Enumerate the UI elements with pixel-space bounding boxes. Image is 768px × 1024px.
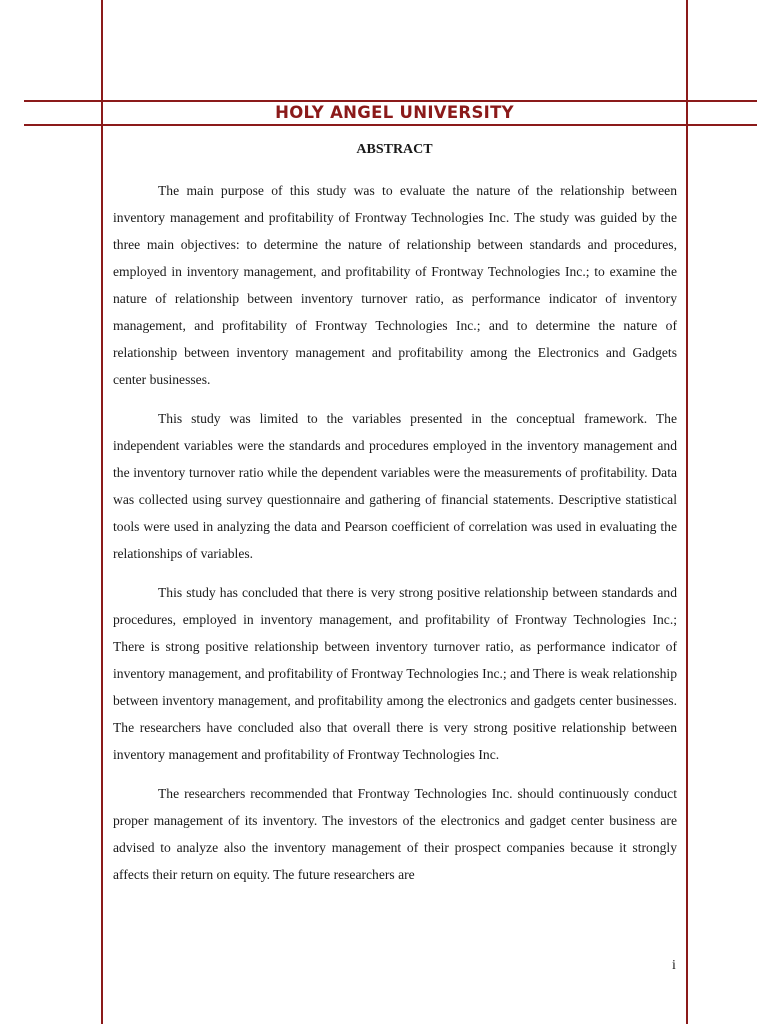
abstract-paragraph: This study has concluded that there is very strong positive relationship between standards and procedures, employed in inventory management, and profitability of Frontway Technologies Inc.; There is strong positive relationship between inventory turnover ratio, as performance indicator of inventory management, and profitability of Frontway Technologies Inc.; and There is weak relationship between inventory management, and profitability among the electronics and gadgets center businesses. The researchers have concluded also that overall there is very strong positive relationship between inventory management and profitability of Frontway Technologies Inc. xyxy=(113,585,677,762)
abstract-heading: ABSTRACT xyxy=(356,142,433,157)
header-bottom-rule xyxy=(24,124,757,126)
right-margin-rule xyxy=(686,0,688,1024)
page-number: i xyxy=(672,958,676,973)
abstract-body xyxy=(113,177,677,900)
abstract-paragraph: This study was limited to the variables presented in the conceptual framework. The independent variables were the standards and procedures employed in the inventory management and the inventory turnover ratio while the dependent variables were the measurements of profitability. Data was collected using survey questionnaire and gathering of financial statements. Descriptive statistical tools were used in analyzing the data and Pearson coefficient of correlation was used in evaluating the relationships of variables. xyxy=(113,411,677,561)
abstract-paragraph: The researchers recommended that Frontway Technologies Inc. should continuously conduct proper management of its inventory. The investors of the electronics and gadget center business are advised to analyze also the inventory management of their prospect companies because it strongly affects their return on equity. The future researchers are xyxy=(113,786,677,882)
university-header: HOLY ANGEL UNIVERSITY xyxy=(275,103,514,122)
abstract-paragraph: The main purpose of this study was to evaluate the nature of the relationship between inventory management and profitability of Frontway Technologies Inc. The study was guided by the three main objectives: to determine the nature of relationship between standards and procedures, employed in inventory management, and profitability of Frontway Technologies Inc.; to examine the nature of relationship between inventory turnover ratio, as performance indicator of inventory management, and profitability of Frontway Technologies Inc.; and to determine the nature of relationship between inventory management and profitability among the Electronics and Gadgets center businesses. xyxy=(113,183,677,387)
